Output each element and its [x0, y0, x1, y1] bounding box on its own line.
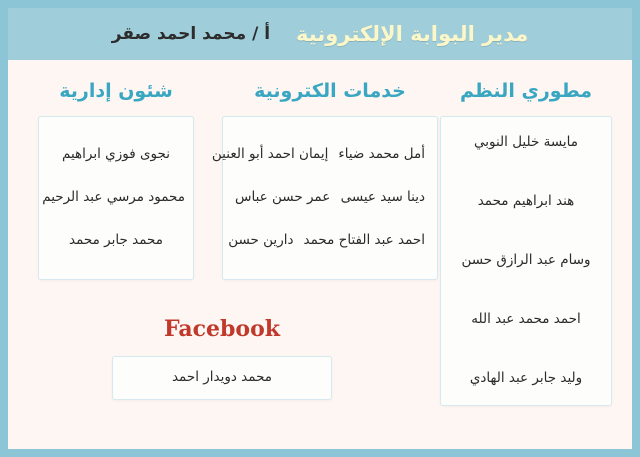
members-card-services: [211, 116, 438, 280]
list-item: إيمان احمد أبو العنين: [211, 145, 329, 162]
column-electronic-services: [211, 80, 438, 280]
block-facebook: [112, 316, 332, 400]
list-item: نجوى فوزي ابراهيم: [62, 145, 170, 162]
list-item: محمد دويدار احمد: [171, 369, 273, 386]
list-item: عمر حسن عباس: [235, 188, 331, 205]
list-item: أمل محمد ضياء: [338, 145, 425, 162]
column-title-admin: شئون إدارية: [59, 80, 173, 102]
facebook-title: Facebook: [163, 316, 281, 342]
members-card-facebook: [112, 356, 332, 400]
column-title-systems: مطوري النظم: [460, 80, 592, 102]
list-item: احمد محمد عبد الله: [471, 311, 581, 328]
list-item: دارين حسن: [228, 232, 294, 249]
list-item: هند ابراهيم محمد: [477, 192, 575, 209]
table-row: [235, 190, 425, 206]
column-title-services: خدمات الكترونية: [254, 80, 406, 102]
header-person-name: أ / محمد احمد صقر: [111, 24, 271, 44]
list-item: مايسة خليل النوبي: [474, 133, 578, 150]
members-card-admin: [38, 116, 194, 280]
list-item: وليد جابر عبد الهادي: [469, 370, 583, 387]
column-systems-developers: [440, 80, 612, 406]
list-item: احمد عبد الفتاح محمد: [303, 232, 425, 249]
column-administrative-affairs: [38, 80, 194, 280]
page-title: مدير البوابة الإلكترونية: [296, 22, 529, 46]
members-card-systems: [440, 116, 612, 406]
list-item: وسام عبد الرازق حسن: [461, 251, 591, 268]
list-item: دينا سيد عيسى: [340, 188, 425, 205]
table-row: [211, 145, 425, 163]
header-banner: [8, 8, 632, 60]
table-row: [228, 232, 425, 249]
page-inner: [8, 8, 632, 449]
list-item: محمد جابر محمد: [69, 232, 163, 249]
list-item: محمود مرسي عبد الرحيم: [42, 188, 185, 205]
